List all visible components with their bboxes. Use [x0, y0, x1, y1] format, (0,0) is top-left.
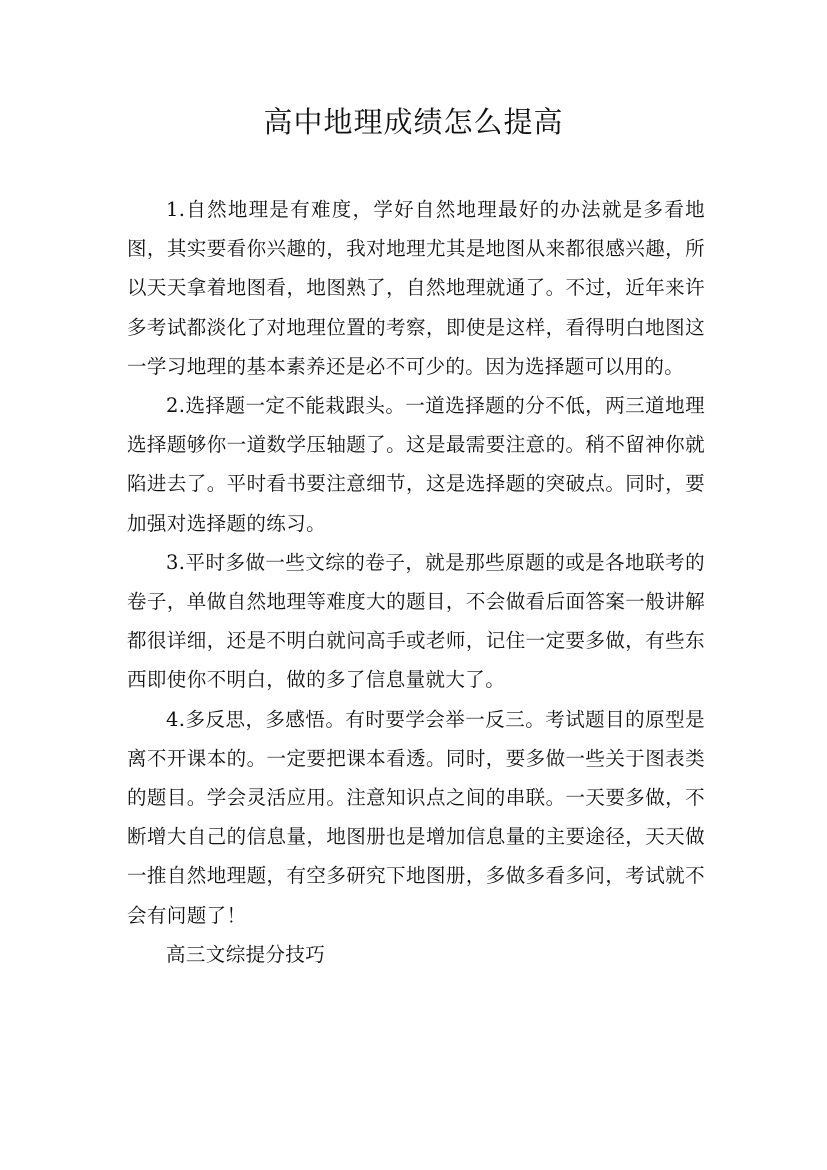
paragraph-3: 3.平时多做一些文综的卷子，就是那些原题的或是各地联考的卷子，单做自然地理等难度大的题目，不会做看后面答案一般讲解都很详细，还是不明白就问高手或老师，记住一定要多做，有些东西即使你不明白，做的多了信息量就大了。 — [127, 550, 705, 692]
document-title: 高中地理成绩怎么提高 — [263, 105, 564, 139]
paragraph-4: 4.多反思，多感悟。有时要学会举一反三。考试题目的原型是离不开课本的。一定要把课本看透。同时，要多做一些关于图表类的题目。学会灵活应用。注意知识点之间的串联。一天要多做，不断增大自己的信息量，地图册也是增加信息量的主要途径，天天做一推自然地理题，有空多研究下地图册，多做多看多问，考试就不会有问题了！ — [127, 707, 705, 927]
section-heading: 高三文综提分技巧 — [166, 942, 326, 966]
paragraph-2: 2.选择题一定不能栽跟头。一道选择题的分不低，两三道地理选择题够你一道数学压轴题了。这是最需要注意的。稍不留神你就陷进去了。平时看书要注意细节，这是选择题的突破点。同时，要加强对选择题的练习。 — [127, 394, 705, 535]
paragraph-1: 1.自然地理是有难度，学好自然地理最好的办法就是多看地图，其实要看你兴趣的，我对地理尤其是地图从来都很感兴趣，所以天天拿着地图看，地图熟了，自然地理就通了。不过，近年来许多考试都淡化了对地理位置的考察，即使是这样，看得明白地图这一学习地理的基本素养还是必不可少的。因为选择题可以用的。 — [127, 198, 705, 378]
document-body — [127, 190, 705, 974]
